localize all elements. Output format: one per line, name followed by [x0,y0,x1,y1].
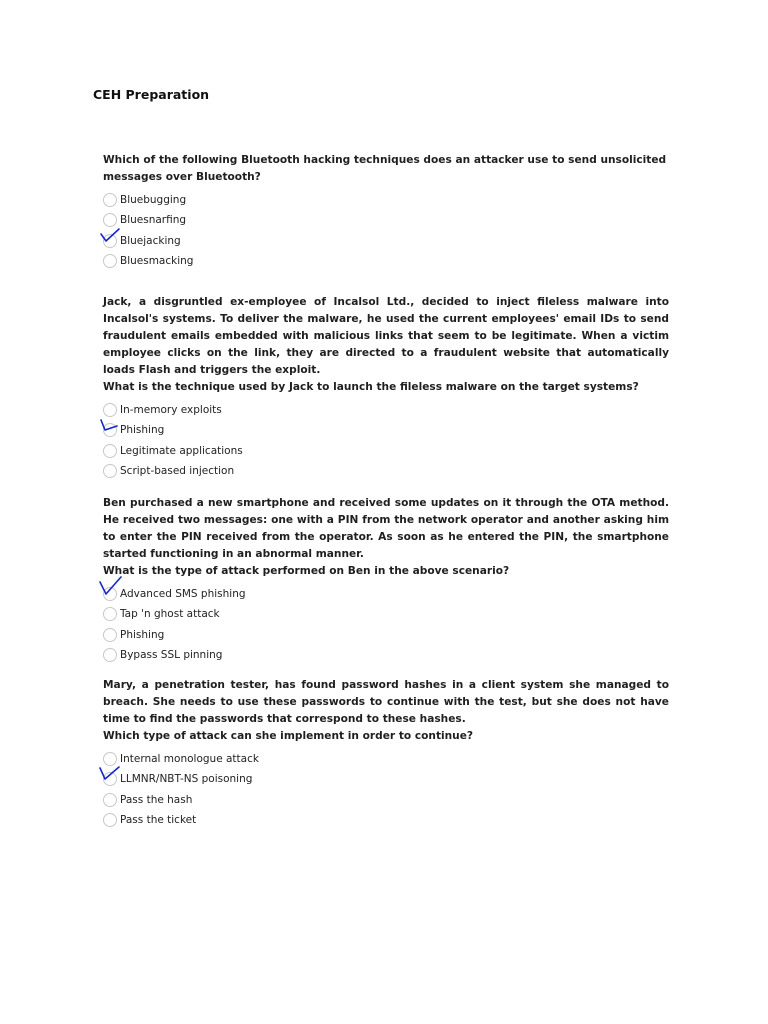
option-advanced-sms-phishing[interactable] [103,584,669,604]
radio-button[interactable] [103,607,117,621]
option-label: Pass the hash [120,793,193,806]
option-list [103,190,669,271]
question-text [103,677,669,745]
option-label: Script-based injection [120,465,235,478]
radio-button[interactable] [103,813,117,827]
radio-button[interactable] [103,193,117,207]
question-text [103,152,669,186]
option-label: In-memory exploits [120,404,222,417]
option-bluesnarfing[interactable] [103,210,669,230]
radio-button[interactable] [103,772,117,786]
option-llmnr-nbt-ns-poisoning[interactable] [103,769,669,789]
question-1 [103,152,669,271]
option-bluejacking[interactable] [103,231,669,251]
option-label: Pass the ticket [120,814,197,827]
question-prompt: Which of the following Bluetooth hacking techniques does an attacker use to send unsolicited messages over Bluetooth? [103,154,667,183]
option-pass-the-ticket[interactable] [103,810,669,830]
question-text [103,495,669,580]
radio-button[interactable] [103,648,117,662]
option-label: Bluebugging [120,194,187,207]
question-4 [103,677,669,830]
radio-button[interactable] [103,628,117,642]
option-bluebugging[interactable] [103,190,669,210]
radio-button[interactable] [103,423,117,437]
option-script-based-injection[interactable] [103,461,669,481]
option-label: Bluesnarfing [120,214,187,227]
question-text [103,294,669,396]
option-bluesmacking[interactable] [103,251,669,271]
question-2 [103,294,669,481]
radio-button[interactable] [103,587,117,601]
radio-button[interactable] [103,254,117,268]
option-list [103,584,669,665]
option-label: Tap 'n ghost attack [120,608,220,621]
page-title: CEH Preparation [93,87,210,102]
radio-button[interactable] [103,752,117,766]
option-label: LLMNR/NBT-NS poisoning [120,773,253,786]
question-prompt: What is the type of attack performed on Ben in the above scenario? [103,565,510,577]
option-list [103,400,669,481]
question-scenario: Jack, a disgruntled ex-employee of Incalsol Ltd., decided to inject fileless malware into Incalsol's systems. To deliver the malware, he used the current employees' email IDs to send fraudulent emails embedded with malicious links that seem to be legitimate. When a victim employee clicks on the link, they are directed to a fraudulent website that automatically loads Flash and triggers the exploit. [103,296,669,376]
radio-button[interactable] [103,464,117,478]
question-scenario: Ben purchased a new smartphone and received some updates on it through the OTA method. He received two messages: one with a PIN from the network operator and another asking him to enter the PIN received from the operator. As soon as he entered the PIN, the smartphone started functioning in an abnormal manner. [103,497,669,560]
question-prompt: Which type of attack can she implement in order to continue? [103,730,474,742]
option-legitimate-applications[interactable] [103,441,669,461]
option-in-memory-exploits[interactable] [103,400,669,420]
option-label: Bluesmacking [120,255,194,268]
option-label: Phishing [120,628,165,641]
option-bypass-ssl-pinning[interactable] [103,645,669,665]
radio-button[interactable] [103,793,117,807]
question-prompt: What is the technique used by Jack to launch the fileless malware on the target systems? [103,381,639,393]
radio-button[interactable] [103,234,117,248]
option-tap-n-ghost-attack[interactable] [103,604,669,624]
question-scenario: Mary, a penetration tester, has found password hashes in a client system she managed to breach. She needs to use these passwords to continue with the test, but she does not have time to find the passwords that correspond to these hashes. [103,679,669,725]
option-label: Bluejacking [120,234,181,247]
option-label: Advanced SMS phishing [120,588,246,601]
radio-button[interactable] [103,444,117,458]
option-label: Internal monologue attack [120,753,259,766]
option-list [103,749,669,830]
option-phishing[interactable] [103,625,669,645]
option-label: Bypass SSL pinning [120,649,223,662]
option-phishing[interactable] [103,420,669,440]
radio-button[interactable] [103,213,117,227]
option-pass-the-hash[interactable] [103,790,669,810]
question-3 [103,495,669,665]
option-internal-monologue-attack[interactable] [103,749,669,769]
radio-button[interactable] [103,403,117,417]
option-label: Phishing [120,424,165,437]
option-label: Legitimate applications [120,444,243,457]
